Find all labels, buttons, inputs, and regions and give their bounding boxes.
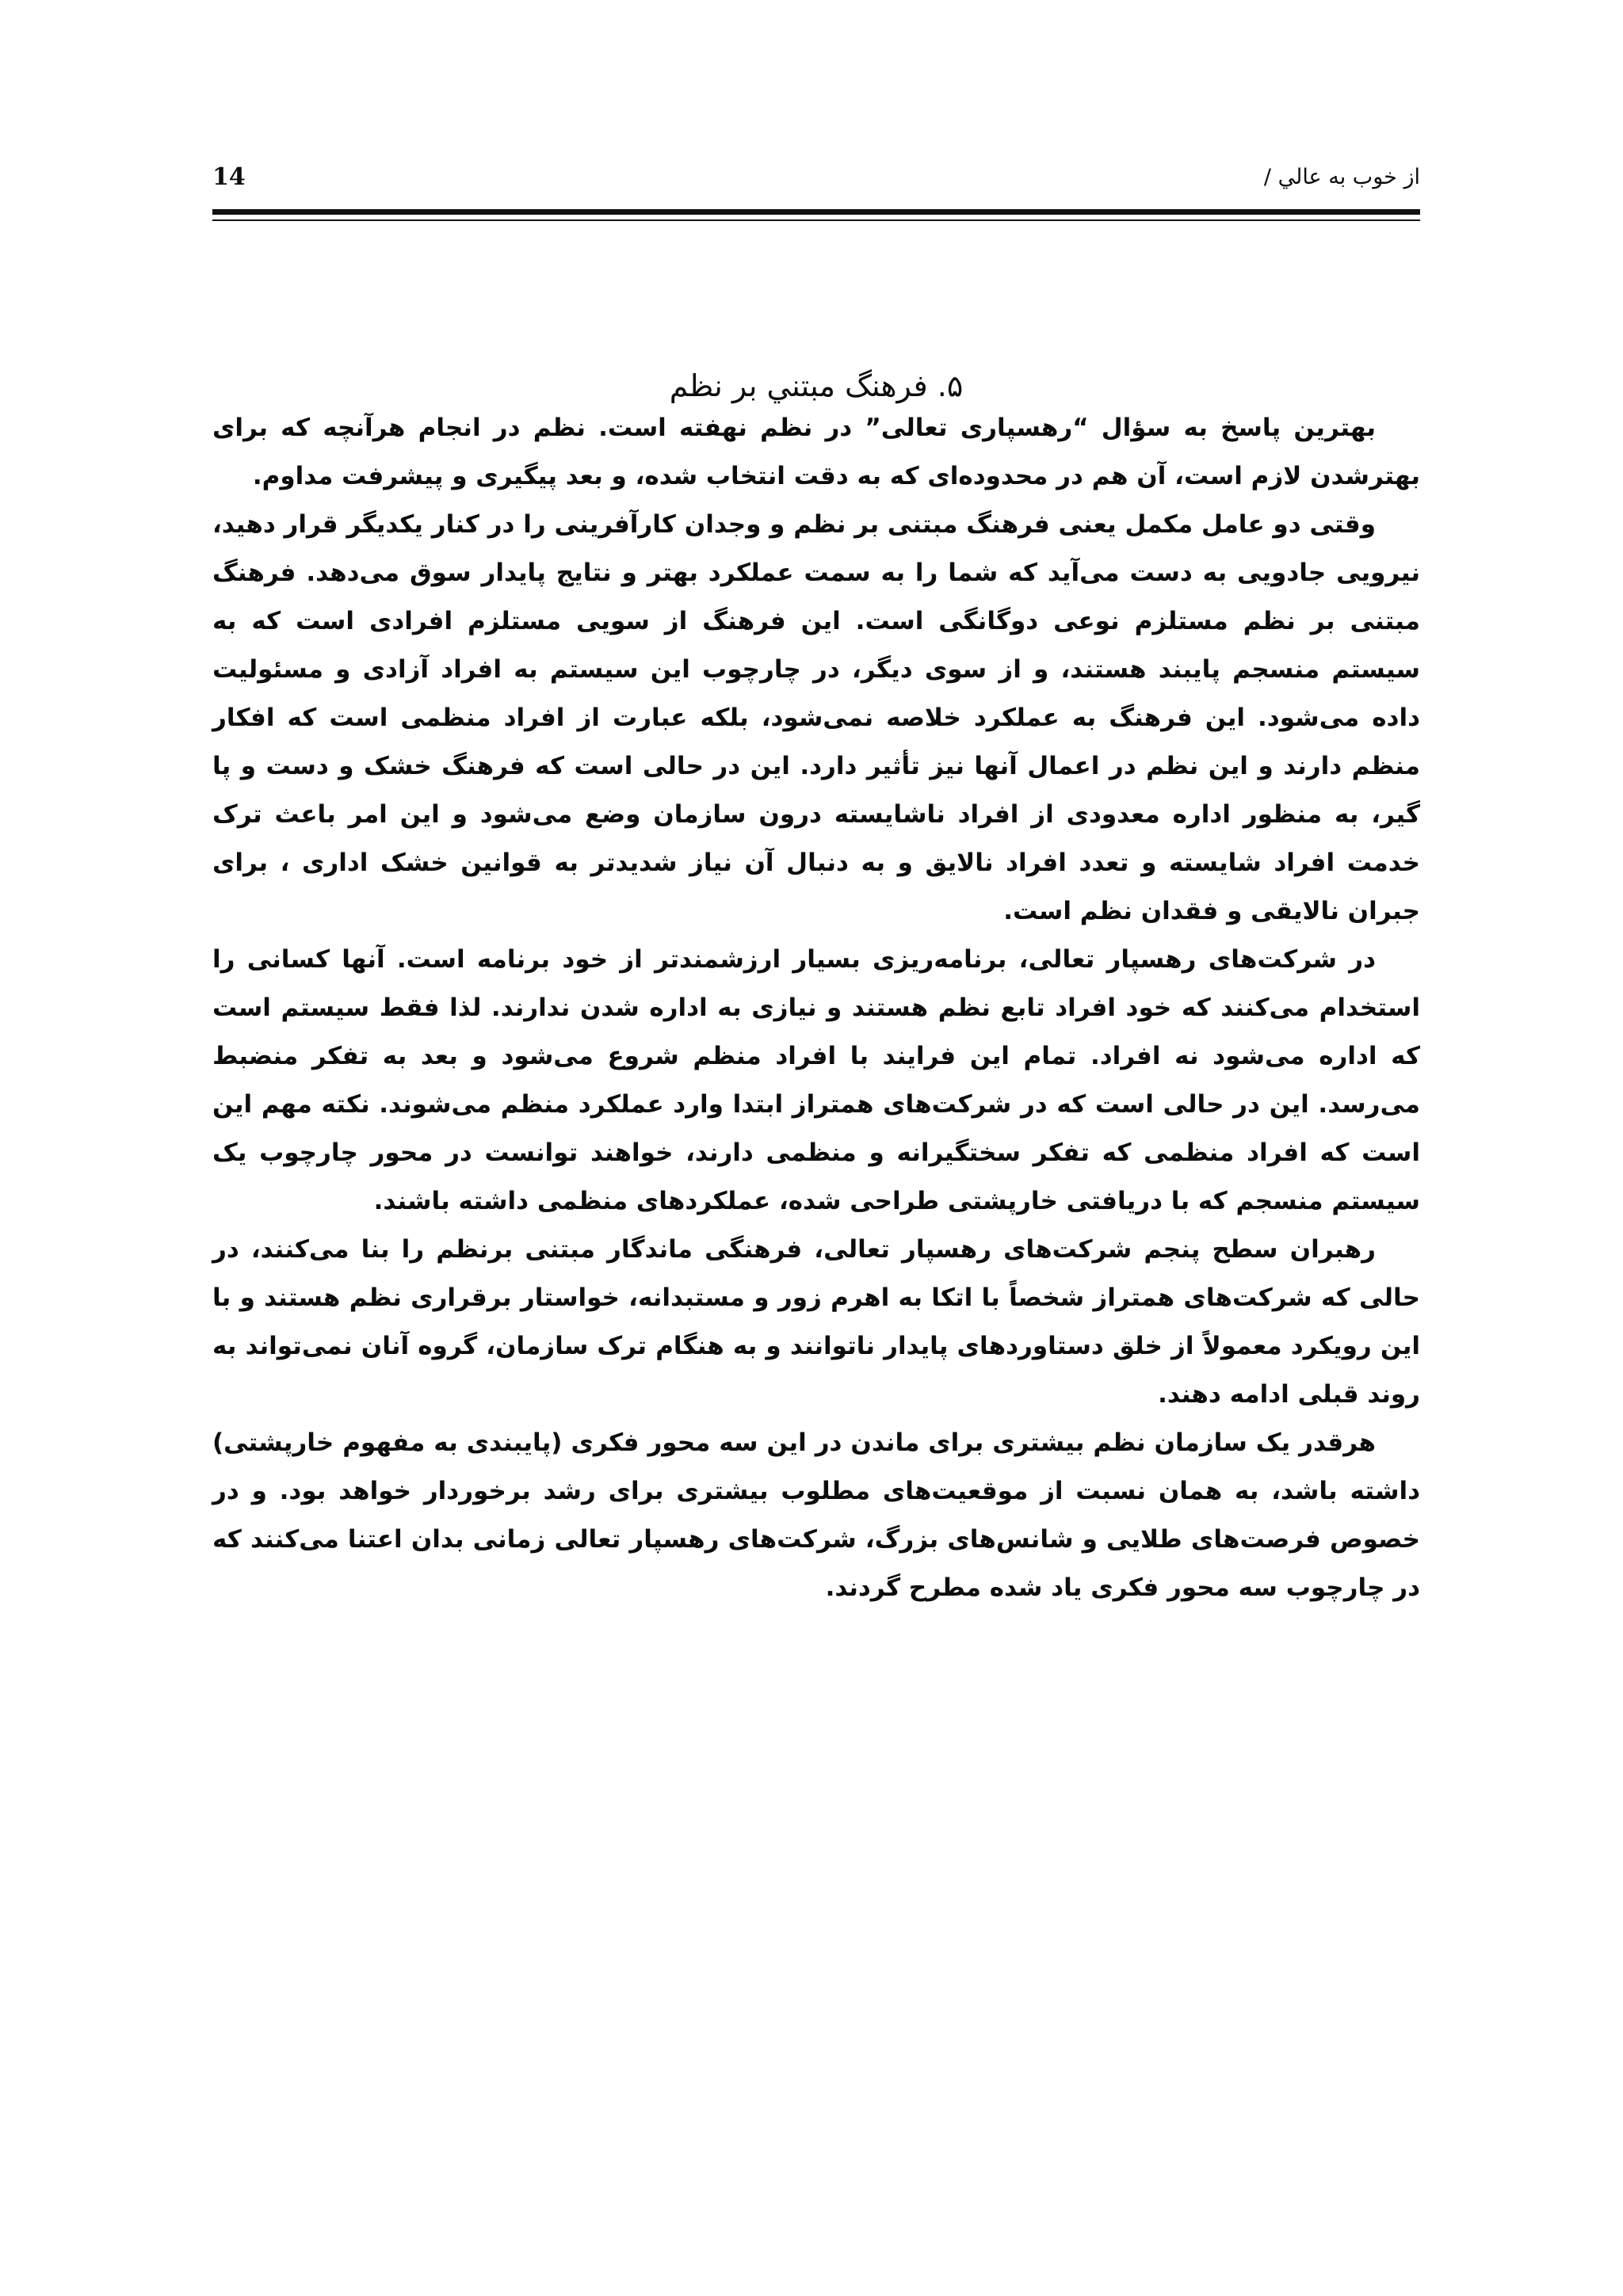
running-header [212,155,1420,200]
book-title: از خوب به عالي / [1263,165,1420,189]
paragraph-4: رهبران سطح پنجم شرکت‌های رهسپار تعالی، فرهنگی ماندگار مبتنی برنظم را بنا می‌کنند، در حالی که شرکت‌های همتراز شخصاً با اتکا به اهرم زور و مستبدانه، خواستار برقراری نظم هستند و با این رویکرد معمولاً از خلق دستاوردهای پایدار ناتوانند و به هنگام ترک سازمان، گروه آنان نمی‌تواند به روند قبلی ادامه دهند. [212,1235,1420,1409]
header-rule-thin [212,219,1420,221]
paragraph-3: در شرکت‌های رهسپار تعالی، برنامه‌ریزی بسیار ارزشمندتر از خود برنامه است. آنها کسانی را استخدام می‌کنند که خود افراد تابع نظم هستند و نیازی به اداره شدن ندارند. لذا فقط سیستم است که اداره می‌شود نه افراد. تمام این فرایند با افراد منظم شروع می‌شود و بعد به تفکر منضبط می‌رسد. این در حالی است که در شرکت‌های همتراز ابتدا وارد عملکرد منظم می‌شوند. نکته مهم این است که افراد منظمی که تفکر سختگیرانه و منظمی دارند، خواهند توانست در محور چارچوب یک سیستم منسجم که با دریافتی خارپشتی طراحی شده، عملکردهای منظمی داشته باشند. [212,945,1420,1215]
paragraph-5: هرقدر یک سازمان نظم بیشتری برای ماندن در این سه محور فکری (پایبندی به مفهوم خارپشتی) داشته باشد، به همان نسبت از موقعیت‌های مطلوب بیشتری برای رشد برخوردار خواهد بود. و در خصوص فرصت‌های طلایی و شانس‌های بزرگ، شرکت‌های رهسپار تعالی زمانی بدان اعتنا می‌کنند که در چارچوب سه محور فکری یاد شده مطرح گردند. [212,1428,1420,1602]
header-rule-thick [212,209,1420,215]
body-text [212,404,1420,1612]
section-title: ۵. فرهنگ مبتني بر نظم [669,368,964,403]
paragraph-1: بهترین پاسخ به سؤال “رهسپاری تعالی” در نظم نهفته است. نظم در انجام هرآنچه که برای بهترشدن لازم است، آن هم در محدوده‌ای که به دقت انتخاب شده، و بعد پیگیری و پیشرفت مداوم. [212,414,1420,490]
page-number: 14 [212,163,246,191]
paragraph-2: وقتی دو عامل مکمل یعنی فرهنگ مبتنی بر نظم و وجدان کارآفرینی را در کنار یکدیگر قرار دهید، نیرویی جادویی به دست می‌آید که شما را به سمت عملکرد بهتر و نتایج پایدار سوق می‌دهد. فرهنگ مبتنی بر نظم مستلزم نوعی دوگانگی است. این فرهنگ از سویی مستلزم افرادی است که به سیستم منسجم پایبند هستند، و از سوی دیگر، در چارچوب این سیستم به افراد آزادی و مسئولیت داده می‌شود. این فرهنگ به عملکرد خلاصه نمی‌شود، بلکه عبارت از افراد منظمی است که افکار منظم دارند و این نظم در اعمال آنها نیز تأثیر دارد. این در حالی است که فرهنگ خشک و دست و پا گیر، به منظور اداره معدودی از افراد ناشایسته درون سازمان وضع می‌شود و این امر باعث ترک خدمت افراد شایسته و تعدد افراد نالایق و به دنبال آن نیاز شدیدتر به قوانین خشک اداری ، برای جبران نالایقی و فقدان نظم است. [212,510,1420,925]
